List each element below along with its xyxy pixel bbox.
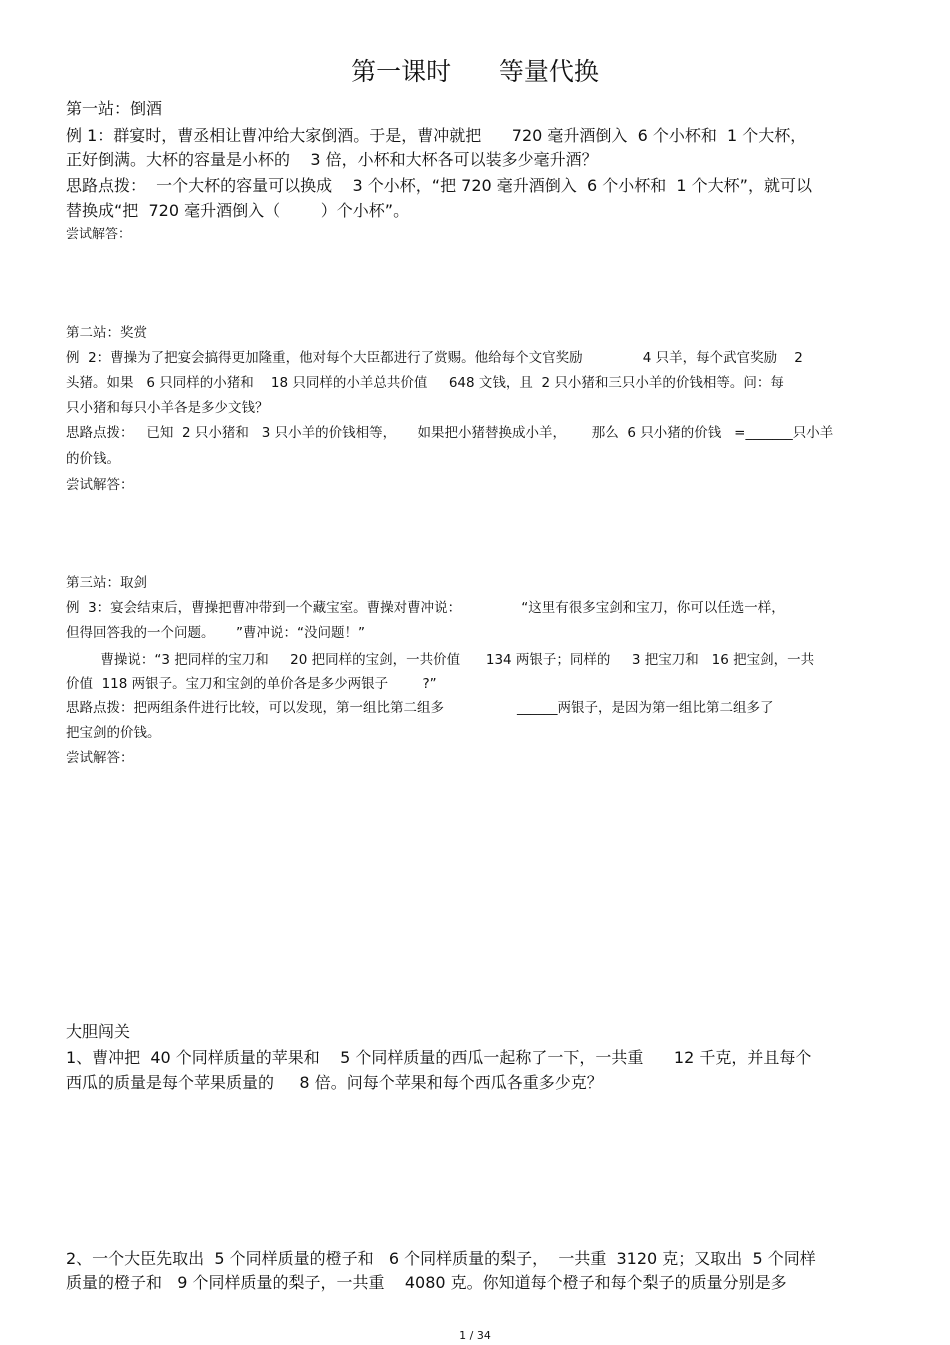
- attempt-label: 尝试解答：: [66, 750, 134, 766]
- example-line: 例 3：宴会结束后，曹操把曹冲带到一个藏宝室。曹操对曹冲说： “这里有很多宝剑和宝刀，你可以任选一样，: [66, 600, 785, 616]
- hint-line: 思路点拨： 已知 2 只小猪和 3 只小羊的价钱相等， 如果把小猪替换成小羊， 那么 6 只小猪的价钱 =_______只小羊: [66, 425, 834, 441]
- question-line: 质量的橙子和 9 个同样质量的梨子，一共重 4080 克。你知道每个橙子和每个梨子的质量分别是多: [66, 1273, 787, 1292]
- hint-line: 思路点拨： 一个大杯的容量可以换成 3 个小杯，“把 720 毫升酒倒入 6 个小杯和 1 个大杯”，就可以: [66, 176, 812, 195]
- question-line: 2、一个大臣先取出 5 个同样质量的橙子和 6 个同样质量的梨子， 一共重 3120 克；又取出 5 个同样: [66, 1249, 816, 1268]
- section-heading: 第二站：奖赏: [66, 325, 147, 341]
- section-heading: 第三站：取剑: [66, 575, 147, 591]
- example-line: 正好倒满。大杯的容量是小杯的 3 倍，小杯和大杯各可以装多少毫升酒？: [66, 150, 598, 169]
- question-line: 西瓜的质量是每个苹果质量的 8 倍。问每个苹果和每个西瓜各重多少克？: [66, 1073, 603, 1092]
- hint-line: 把宝剑的价钱。: [66, 725, 161, 741]
- example-line: 曹操说：“3 把同样的宝刀和 20 把同样的宝剑，一共价值 134 两银子；同样的 3 把宝刀和 16 把宝剑，一共: [66, 652, 815, 668]
- hint-line: 替换成“把 720 毫升酒倒入（ ）个小杯”。: [66, 201, 410, 220]
- example-line: 但得回答我的一个问题。 ”曹冲说：“没问题！”: [66, 625, 365, 641]
- example-line: 例 2：曹操为了把宴会搞得更加隆重，他对每个大臣都进行了赏赐。他给每个文官奖励 4 只羊，每个武官奖励 2: [66, 350, 803, 366]
- section-heading: 第一站：倒酒: [66, 99, 163, 118]
- section-heading: 大胆闯关: [66, 1022, 131, 1041]
- hint-line: 的价钱。: [66, 451, 120, 467]
- hint-line: 思路点拨：把两组条件进行比较，可以发现，第一组比第二组多 ______两银子，是因为第一组比第二组多了: [66, 700, 774, 716]
- example-line: 例 1：群宴时，曹丞相让曹冲给大家倒酒。于是，曹冲就把 720 毫升酒倒入 6 个小杯和 1 个大杯，: [66, 126, 807, 145]
- example-line: 头猪。如果 6 只同样的小猪和 18 只同样的小羊总共价值 648 文钱，且 2 只小猪和三只小羊的价钱相等。问：每: [66, 375, 784, 391]
- attempt-label: 尝试解答：: [66, 227, 132, 242]
- page-number: 1 / 34: [459, 1329, 491, 1342]
- attempt-label: 尝试解答：: [66, 477, 134, 493]
- question-line: 1、曹冲把 40 个同样质量的苹果和 5 个同样质量的西瓜一起称了一下，一共重 12 千克，并且每个: [66, 1048, 812, 1067]
- example-line: 只小猪和每只小羊各是多少文钱？: [66, 400, 269, 416]
- example-line: 价值 118 两银子。宝刀和宝剑的单价各是多少两银子 ?”: [66, 676, 437, 692]
- page-title: 第一课时 等量代换: [351, 57, 599, 86]
